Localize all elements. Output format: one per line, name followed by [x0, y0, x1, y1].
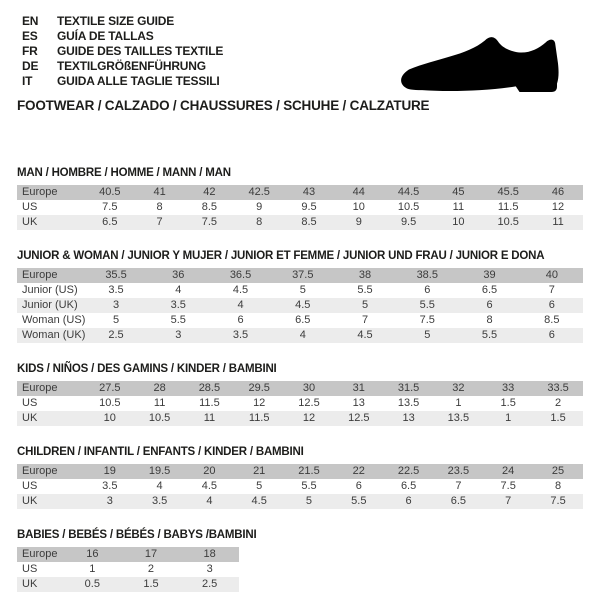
size-cell: 29.5: [248, 382, 270, 394]
row-label: US: [22, 397, 38, 409]
size-cell: 2: [147, 563, 155, 575]
language-code: EN: [22, 14, 39, 28]
size-cell: 2.5: [108, 329, 124, 341]
size-cell: 7: [455, 480, 462, 492]
row-label: Europe: [22, 186, 58, 198]
table-row-man-us: [17, 200, 583, 215]
size-cell: 4.5: [357, 329, 373, 341]
size-cell: 46: [551, 186, 565, 198]
size-cell: 11: [203, 412, 216, 424]
size-cell: 4: [175, 284, 182, 296]
size-cell: 20: [203, 465, 216, 477]
size-cell: 32: [452, 382, 465, 394]
section-title-children: CHILDREN / INFANTIL / ENFANTS / KINDER / BAMBINI: [17, 446, 304, 458]
size-cell: 31: [352, 382, 365, 394]
table-row-kids-uk: [17, 411, 583, 426]
language-code: DE: [22, 59, 39, 73]
size-cell: 1: [455, 397, 462, 409]
size-cell: 8: [554, 480, 562, 492]
size-section-children: [17, 446, 583, 509]
size-cell: 38: [358, 269, 372, 281]
size-cell: 2.5: [202, 578, 218, 590]
size-cell: 3: [112, 299, 120, 311]
size-cell: 45.5: [497, 186, 519, 198]
size-cell: 44: [352, 186, 365, 198]
row-label: US: [22, 480, 38, 492]
size-tables-container: [17, 167, 583, 592]
size-cell: 8.5: [301, 216, 317, 228]
row-label: Woman (UK): [22, 329, 85, 341]
size-cell: 17: [144, 548, 158, 560]
size-cell: 1.5: [143, 578, 159, 590]
size-cell: 40.5: [99, 186, 121, 198]
size-cell: 4: [299, 329, 306, 341]
row-label: US: [22, 563, 38, 575]
size-table-man: [17, 185, 583, 230]
size-section-babies: [17, 529, 583, 592]
size-cell: 11.5: [497, 201, 519, 213]
language-title: GUIDA ALLE TAGLIE TESSILI: [57, 74, 220, 88]
language-title: GUÍA DE TALLAS: [57, 29, 154, 43]
size-cell: 8.5: [201, 201, 218, 213]
size-cell: 6.5: [450, 495, 467, 507]
table-row-children-europe: [17, 464, 583, 479]
size-cell: 5: [424, 329, 431, 341]
row-label: US: [22, 201, 38, 213]
section-title-babies: BABIES / BEBÉS / BÉBÉS / BABYS /BAMBINI: [17, 529, 257, 541]
size-cell: 44.5: [397, 186, 420, 198]
row-label: Europe: [22, 548, 58, 560]
row-label: Europe: [22, 382, 58, 394]
size-cell: 10: [452, 216, 465, 228]
size-cell: 18: [203, 548, 216, 560]
size-cell: 45: [452, 186, 465, 198]
size-cell: 27.5: [99, 382, 121, 394]
table-row-man-uk: [17, 215, 583, 230]
language-code: FR: [22, 44, 38, 58]
size-cell: 6.5: [481, 284, 498, 296]
size-cell: 3.5: [151, 495, 168, 507]
size-cell: 1.5: [500, 397, 516, 409]
size-cell: 4: [156, 480, 163, 492]
size-cell: 12.5: [298, 397, 320, 409]
table-row-junior-woman-europe: [17, 268, 583, 283]
table-row-junior-woman-woman-us: [17, 313, 583, 328]
size-cell: 5: [361, 299, 369, 311]
size-cell: 6: [405, 495, 412, 507]
size-cell: 30: [302, 382, 316, 394]
size-cell: 38.5: [416, 269, 438, 281]
size-cell: 4: [237, 299, 244, 311]
size-cell: 6.5: [295, 314, 311, 326]
size-cell: 9: [256, 201, 263, 213]
row-label: Europe: [22, 269, 58, 281]
size-cell: 13: [402, 412, 415, 424]
size-cell: 5.5: [170, 314, 186, 326]
row-label: UK: [22, 216, 38, 228]
size-cell: 7: [361, 314, 369, 326]
shoe-icon: [394, 18, 572, 107]
size-cell: 5: [305, 495, 313, 507]
language-code: IT: [22, 74, 33, 88]
size-cell: 3.5: [108, 284, 124, 296]
language-row-es: [17, 29, 387, 44]
size-cell: 5.5: [419, 299, 435, 311]
size-cell: 5: [299, 284, 306, 296]
size-cell: 8: [156, 201, 163, 213]
size-cell: 12: [302, 412, 316, 424]
size-cell: 40: [545, 269, 558, 281]
size-cell: 22.5: [397, 465, 420, 477]
row-label: Junior (US): [22, 284, 78, 296]
table-row-junior-woman-junior-uk: [17, 298, 583, 313]
language-code: ES: [22, 29, 38, 43]
table-row-babies-europe: [17, 547, 239, 562]
size-cell: 1: [505, 412, 512, 424]
size-table-babies: [17, 547, 239, 592]
language-title: TEXTILE SIZE GUIDE: [57, 14, 175, 28]
language-title: TEXTILGRÖßENFÜHRUNG: [57, 59, 206, 73]
size-cell: 19.5: [148, 465, 171, 477]
table-row-babies-us: [17, 562, 239, 577]
size-cell: 5: [112, 314, 120, 326]
size-cell: 6: [548, 299, 555, 311]
section-title-man: MAN / HOMBRE / HOMME / MANN / MAN: [17, 167, 231, 179]
size-cell: 12: [551, 201, 565, 213]
size-cell: 10: [103, 412, 116, 424]
size-cell: 21: [253, 465, 266, 477]
table-row-babies-uk: [17, 577, 239, 592]
size-cell: 19: [103, 465, 116, 477]
size-cell: 24: [502, 465, 515, 477]
size-cell: 7.5: [500, 480, 516, 492]
size-cell: 33.5: [547, 382, 569, 394]
size-cell: 33: [502, 382, 515, 394]
size-cell: 5: [256, 480, 263, 492]
language-row-fr: [17, 44, 387, 59]
size-cell: 8.5: [544, 314, 560, 326]
size-cell: 6: [486, 299, 493, 311]
size-cell: 41: [153, 186, 166, 198]
size-cell: 1: [89, 563, 96, 575]
size-table-junior-woman: [17, 268, 583, 343]
size-cell: 4.5: [232, 284, 249, 296]
table-row-children-uk: [17, 494, 583, 509]
table-row-kids-europe: [17, 381, 583, 396]
size-cell: 10.5: [99, 397, 121, 409]
size-cell: 21.5: [298, 465, 320, 477]
size-cell: 6: [548, 329, 555, 341]
table-row-man-europe: [17, 185, 583, 200]
size-cell: 4.5: [201, 480, 218, 492]
size-cell: 10.5: [497, 216, 519, 228]
size-cell: 6: [424, 284, 431, 296]
size-cell: 37.5: [292, 269, 314, 281]
size-cell: 13.5: [447, 412, 470, 424]
size-cell: 3: [206, 563, 213, 575]
size-cell: 22: [352, 465, 365, 477]
size-cell: 11: [153, 397, 166, 409]
table-row-junior-woman-junior-us: [17, 283, 583, 298]
size-cell: 6.5: [400, 480, 417, 492]
size-cell: 5.5: [357, 284, 373, 296]
size-cell: 4: [206, 495, 213, 507]
table-row-junior-woman-woman-uk: [17, 328, 583, 343]
size-cell: 3.5: [232, 329, 249, 341]
size-cell: 4.5: [251, 495, 267, 507]
size-cell: 28: [153, 382, 166, 394]
size-cell: 7.5: [201, 216, 218, 228]
row-label: Woman (US): [22, 314, 85, 326]
size-cell: 28.5: [198, 382, 221, 394]
size-cell: 3.5: [170, 299, 186, 311]
size-section-kids: [17, 363, 583, 426]
size-cell: 6: [355, 480, 362, 492]
size-cell: 8: [256, 216, 263, 228]
language-row-en: [17, 14, 387, 29]
size-cell: 23.5: [447, 465, 470, 477]
size-cell: 0.5: [84, 578, 100, 590]
size-cell: 2: [554, 397, 562, 409]
size-cell: 3: [175, 329, 182, 341]
size-cell: 11.5: [248, 412, 270, 424]
language-row-it: [17, 74, 387, 89]
row-label: Junior (UK): [22, 299, 78, 311]
language-title: GUIDE DES TAILLES TEXTILE: [57, 44, 224, 58]
table-row-children-us: [17, 479, 583, 494]
size-cell: 8: [486, 314, 493, 326]
size-cell: 3.5: [102, 480, 118, 492]
size-cell: 10.5: [148, 412, 171, 424]
size-cell: 6: [237, 314, 244, 326]
size-cell: 5.5: [351, 495, 367, 507]
size-section-junior-woman: [17, 250, 583, 343]
language-row-de: [17, 59, 387, 74]
language-title-list: [17, 14, 387, 89]
size-cell: 5.5: [481, 329, 498, 341]
size-cell: 42.5: [248, 186, 270, 198]
size-cell: 11.5: [199, 397, 220, 409]
size-cell: 5.5: [301, 480, 317, 492]
section-title-kids: KIDS / NIÑOS / DES GAMINS / KINDER / BAMBINI: [17, 363, 277, 375]
size-table-kids: [17, 381, 583, 426]
size-cell: 35.5: [105, 269, 127, 281]
size-cell: 7.5: [550, 495, 566, 507]
size-cell: 7: [505, 495, 512, 507]
size-cell: 25: [551, 465, 565, 477]
size-cell: 10: [352, 201, 365, 213]
size-cell: 39: [483, 269, 496, 281]
size-cell: 4.5: [295, 299, 311, 311]
category-heading: FOOTWEAR / CALZADO / CHAUSSURES / SCHUHE / CALZATURE: [17, 98, 430, 113]
size-cell: 9.5: [301, 201, 317, 213]
size-cell: 1.5: [550, 412, 566, 424]
size-cell: 16: [86, 548, 99, 560]
row-label: UK: [22, 495, 38, 507]
size-cell: 31.5: [397, 382, 420, 394]
table-row-kids-us: [17, 396, 583, 411]
size-table-children: [17, 464, 583, 509]
size-cell: 11: [552, 216, 564, 228]
row-label: UK: [22, 578, 38, 590]
size-cell: 7: [156, 216, 163, 228]
size-cell: 13: [352, 397, 365, 409]
size-cell: 10.5: [397, 201, 420, 213]
size-cell: 9: [355, 216, 362, 228]
section-title-junior-woman: JUNIOR & WOMAN / JUNIOR Y MUJER / JUNIOR ET FEMME / JUNIOR UND FRAU / JUNIOR E DONA: [17, 250, 545, 262]
size-cell: 36: [172, 269, 185, 281]
size-cell: 11: [452, 201, 465, 213]
row-label: Europe: [22, 465, 58, 477]
row-label: UK: [22, 412, 38, 424]
size-cell: 42: [203, 186, 216, 198]
size-cell: 36.5: [229, 269, 252, 281]
size-cell: 12: [253, 397, 266, 409]
size-cell: 6.5: [102, 216, 118, 228]
size-section-man: [17, 167, 583, 230]
size-cell: 43: [302, 186, 316, 198]
size-cell: 7: [548, 284, 555, 296]
size-cell: 13.5: [397, 397, 420, 409]
size-cell: 9.5: [400, 216, 417, 228]
size-cell: 7.5: [419, 314, 435, 326]
size-cell: 3: [106, 495, 113, 507]
size-cell: 12.5: [348, 412, 370, 424]
size-cell: 7.5: [102, 201, 118, 213]
